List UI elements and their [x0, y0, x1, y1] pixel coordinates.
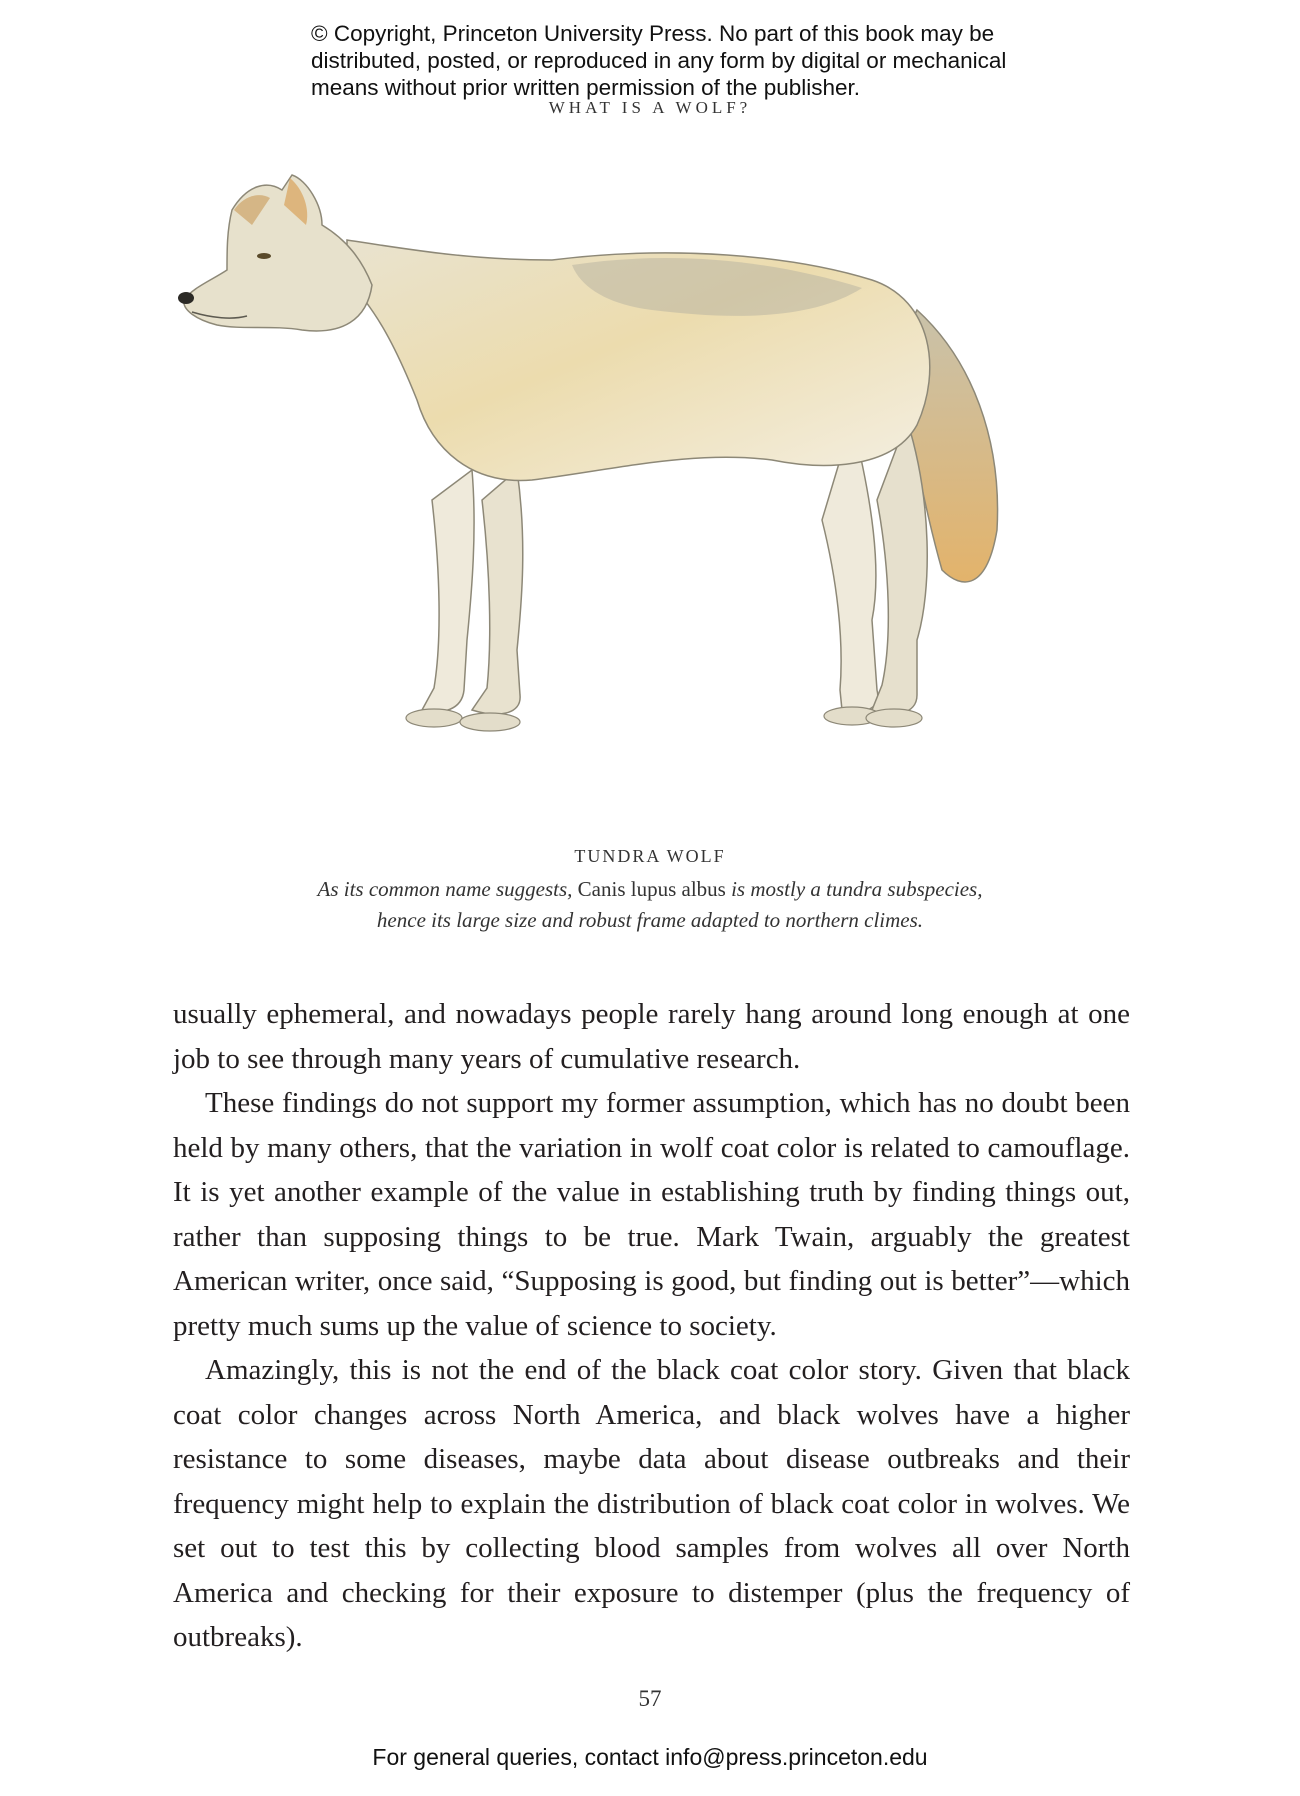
paragraph: Amazingly, this is not the end of the black coat color story. Given that black coat color changes across North America, and black wolves have a higher resistance to some diseases, maybe data about disease outbreaks and their frequency might help to explain the distribution of black coat color in wolves. We set out to test this by collecting blood samples from wolves all over North America and checking for their exposure to distemper (plus the frequency of outbreaks). [173, 1354, 1130, 1653]
figure-caption [300, 874, 1000, 936]
footer-contact: For general queries, contact info@press.princeton.edu [372, 1744, 928, 1770]
paragraph: These findings do not support my former assumption, which has no doubt been held by many others, that the variation in wolf coat color is related to camouflage. It is yet another example of the value in establishing truth by finding things out, rather than supposing things to be true. Mark Twain, arguably the greatest American writer, once said, “Supposing is good, but finding out is better”—which pretty much sums up the value of science to society. [173, 1087, 1130, 1342]
wolf-front-leg [472, 470, 523, 714]
wolf-paw [866, 709, 922, 727]
caption-species-name: Canis lupus albus [577, 877, 726, 901]
wolf-nose [178, 292, 194, 304]
paragraph: usually ephemeral, and nowadays people rarely hang around long enough at one job to see through many years of cumulative research. [173, 998, 1130, 1075]
page-number: 57 [638, 1686, 662, 1711]
wolf-back-leg [872, 420, 927, 714]
body-text [173, 992, 1130, 1660]
wolf-head [184, 175, 372, 331]
wolf-front-leg [422, 470, 474, 712]
caption-part-2: is mostly a tundra subspecies, hence its large size and robust frame adapted to northern climes. [376, 877, 983, 932]
figure-caption-title: TUNDRA WOLF [574, 846, 726, 866]
caption-part-1: As its common name suggests, [317, 877, 578, 901]
copyright-notice: © Copyright, Princeton University Press. No part of this book may be distributed, posted, or reproduced in any form by digital or mechanical means without prior written permission of the publisher. [311, 21, 1007, 100]
tundra-wolf-illustration [172, 170, 1032, 770]
wolf-paw [460, 713, 520, 731]
running-head: WHAT IS A WOLF? [548, 98, 752, 117]
wolf-paw [406, 709, 462, 727]
wolf-eye [257, 253, 271, 259]
